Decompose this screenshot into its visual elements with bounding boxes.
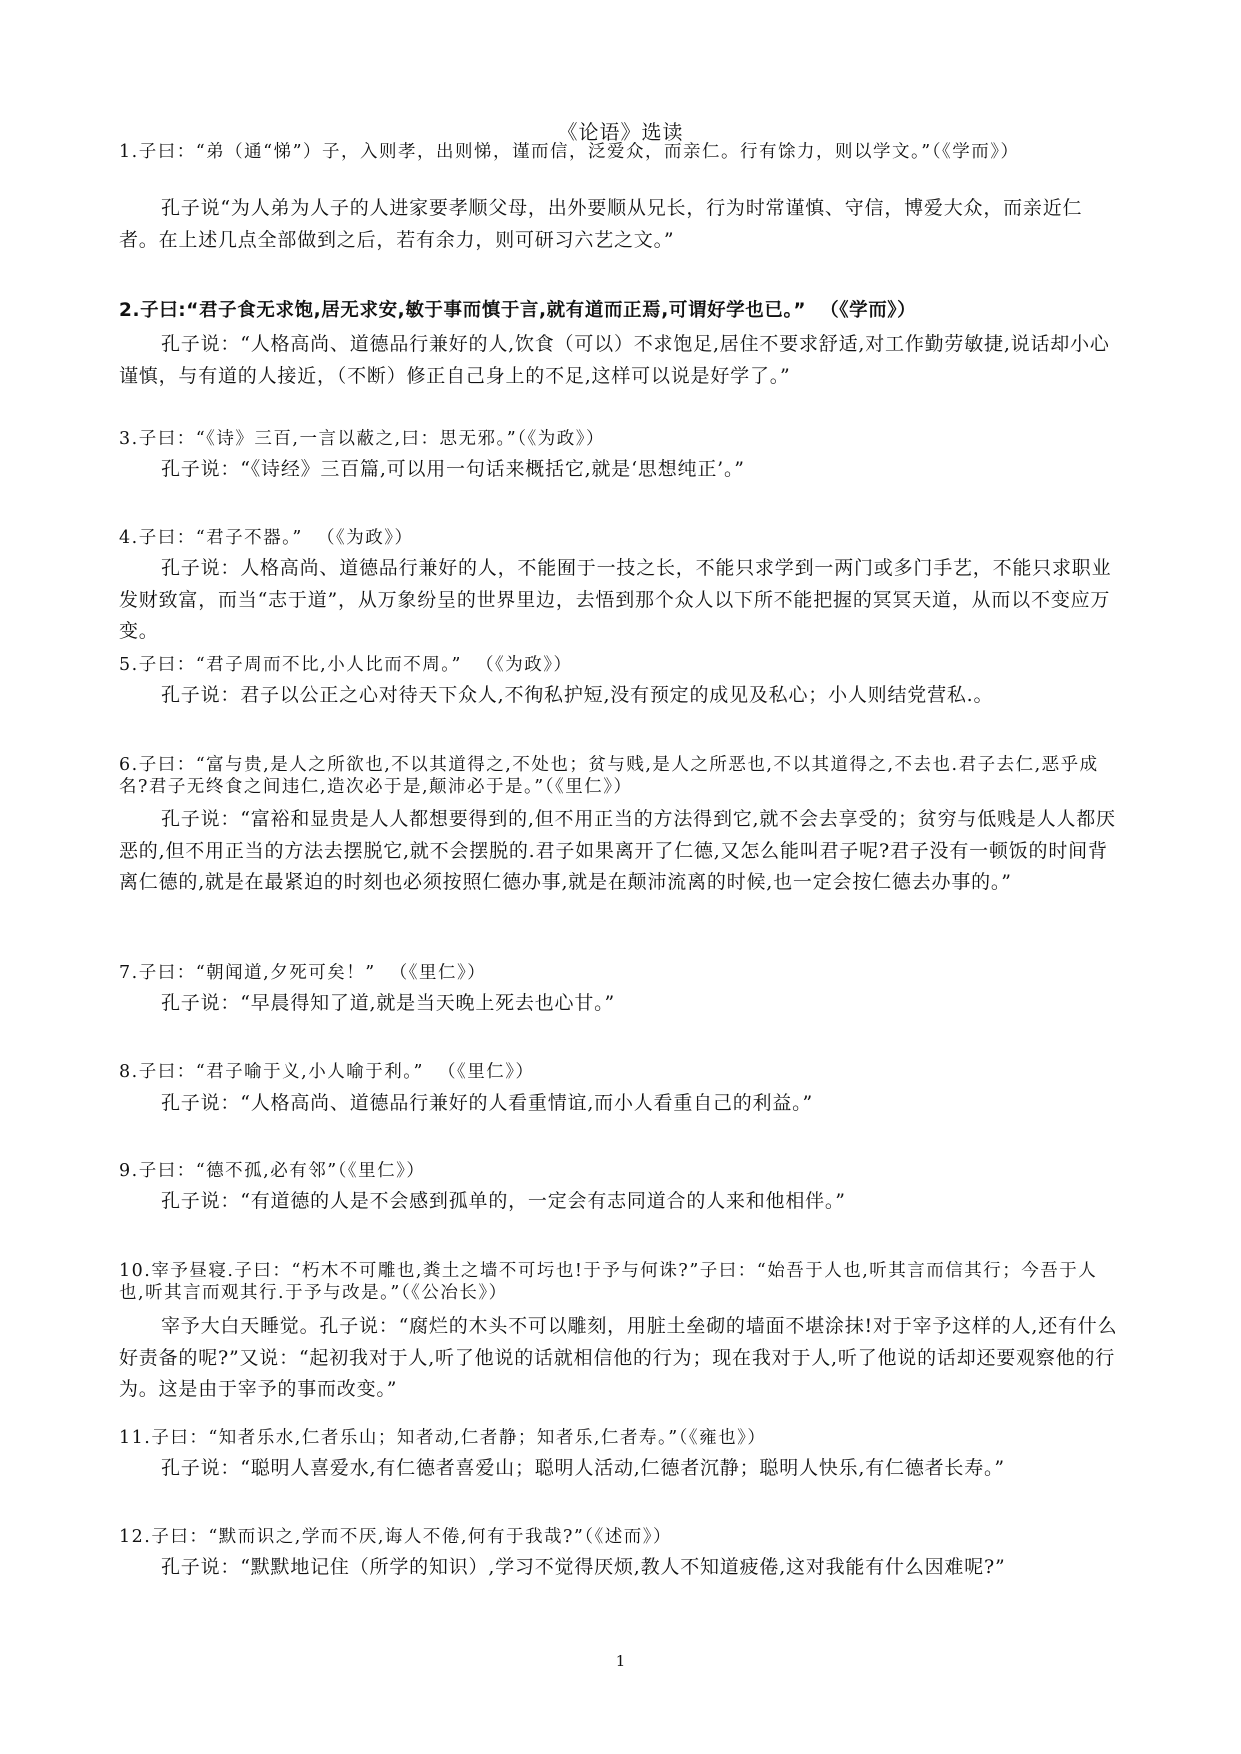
entry-10-translation: 宰予大白天睡觉。孔子说：“腐烂的木头不可以雕刻，用脏土垒砌的墙面不堪涂抹!对于宰予这样的人,还有什么好责备的呢?”又说：“起初我对于人,听了他说的话就相信他的行为；现在我对于人,听了他说的话却还要观察他的行为。这是由于宰予的事而改变。” [119,1315,1118,1400]
entry-5-translation: 孔子说：君子以公正之心对待天下众人,不徇私护短,没有预定的成见及私心；小人则结党营私.。 [161,684,994,706]
entry-2-quote: 2.子曰:“君子食无求饱,居无求安,敏于事而慎于言,就有道而正焉,可谓好学也已。” （《学而》） [119,300,917,321]
entry-8-quote: 8.子曰：“君子喻于义,小人喻于利。” （《里仁》） [119,1062,535,1082]
document-title: 《论语》选读 [557,120,684,144]
entry-2-translation: 孔子说：“人格高尚、道德品行兼好的人,饮食（可以）不求饱足,居住不要求舒适,对工作勤劳敏捷,说话却小心谨慎，与有道的人接近，（不断）修正自己身上的不足,这样可以说是好学了。” [119,333,1110,387]
entry-3-translation: 孔子说：“《诗经》三百篇,可以用一句话来概括它,就是‘思想纯正’。” [161,458,745,480]
entry-4-quote: 4.子曰：“君子不器。” （《为政》） [119,528,414,548]
entry-6-translation: 孔子说：“富裕和显贵是人人都想要得到的,但不用正当的方法得到它,就不会去享受的；贫穷与低贱是人人都厌恶的,但不用正当的方法去摆脱它,就不会摆脱的.君子如果离开了仁德,又怎么能叫君子呢?君子没有一顿饭的时间背离仁德的,就是在最紧迫的时刻也必须按照仁德办事,就是在颠沛流离的时候,也一定会按仁德去办事的。” [119,808,1116,893]
entry-5-quote: 5.子曰：“君子周而不比,小人比而不周。” （《为政》） [119,655,573,675]
entry-10-quote: 10.宰予昼寝.子曰：“朽木不可雕也,粪土之墙不可圬也!于予与何诛?”子曰：“始吾于人也,听其言而信其行；今吾于人也,听其言而观其行.于予与改是。”（《公冶长》） [119,1261,1098,1303]
entry-12-translation: 孔子说：“默默地记住（所学的知识）,学习不觉得厌烦,教人不知道疲倦,这对我能有什么因难呢?” [161,1556,1006,1578]
entry-11-quote: 11.子曰：“知者乐水,仁者乐山；知者动,仁者静；知者乐,仁者寿。”（《雍也》） [119,1428,767,1448]
entry-9-quote: 9.子曰：“德不孤,必有邻”（《里仁》） [119,1161,426,1181]
entry-1-quote: 1.子曰：“弟（通“悌”）子，入则孝，出则悌，谨而信，泛爱众，而亲仁。行有馀力，则以学文。”（《学而》） [119,142,1020,162]
entry-7-quote: 7.子曰：“朝闻道,夕死可矣！” （《里仁》） [119,963,487,983]
page-number: 1 [615,1652,626,1670]
entry-3-quote: 3.子曰：“《诗》三百,一言以蔽之,曰：思无邪。”（《为政》） [119,429,605,449]
entry-1-translation: 孔子说“为人弟为人子的人进家要孝顺父母，出外要顺从兄长，行为时常谨慎、守信，博爱大众，而亲近仁者。在上述几点全部做到之后，若有余力，则可研习六艺之文。” [119,197,1083,251]
entry-6-quote: 6.子曰：“富与贵,是人之所欲也,不以其道得之,不处也；贫与贱,是人之所恶也,不以其道得之,不去也.君子去仁,恶乎成名?君子无终食之间违仁,造次必于是,颠沛必于是。”（《里仁》） [119,755,1099,797]
entry-9-translation: 孔子说：“有道德的人是不会感到孤单的，一定会有志同道合的人来和他相伴。” [161,1190,846,1212]
entry-11-translation: 孔子说：“聪明人喜爱水,有仁德者喜爱山；聪明人活动,仁德者沉静；聪明人快乐,有仁德者长寿。” [161,1457,1005,1479]
entry-7-translation: 孔子说：“早晨得知了道,就是当天晚上死去也心甘。” [161,992,615,1014]
entry-4-translation: 孔子说：人格高尚、道德品行兼好的人，不能囿于一技之长，不能只求学到一两门或多门手艺，不能只求职业发财致富，而当“志于道”，从万象纷呈的世界里边，去悟到那个众人以下所不能把握的冥冥天道，从而以不变应万变。 [119,557,1112,642]
entry-8-translation: 孔子说：“人格高尚、道德品行兼好的人看重情谊,而小人看重自己的利益。” [161,1092,813,1114]
entry-12-quote: 12.子曰：“默而识之,学而不厌,诲人不倦,何有于我哉?”（《述而》） [119,1527,673,1547]
